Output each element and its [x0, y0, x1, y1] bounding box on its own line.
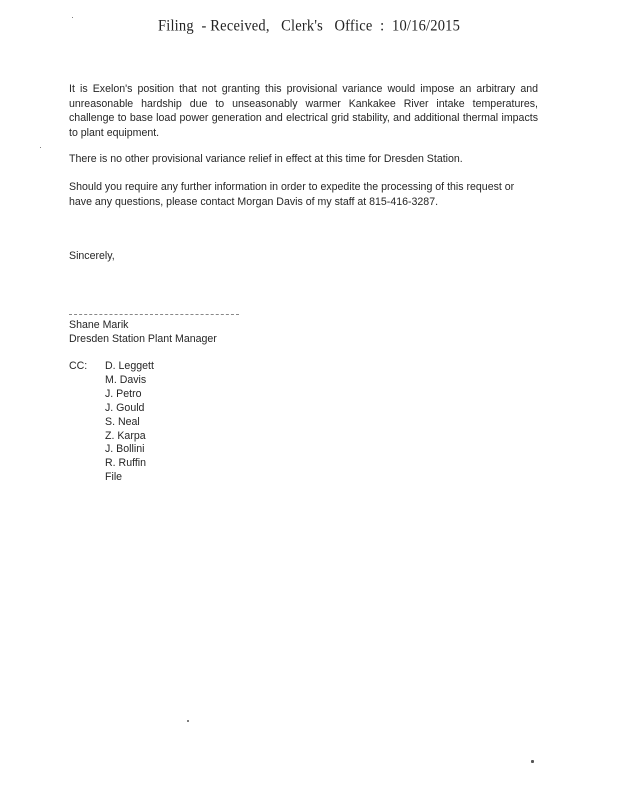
paragraph-contact: Should you require any further information in order to expedite the processing of this request or have any questions, please contact Morgan Davis of my staff at 815-416-3287. — [69, 181, 515, 208]
cc-recipient: Z. Karpa — [105, 429, 146, 442]
signature-line — [69, 314, 239, 316]
scan-speck — [40, 147, 41, 148]
cc-label: CC: — [69, 360, 88, 372]
cc-recipient: R. Ruffin — [105, 457, 147, 470]
signer-title: Dresden Station Plant Manager — [69, 333, 217, 346]
closing-salutation: Sincerely, — [69, 250, 115, 262]
signature-block — [69, 318, 538, 346]
cc-recipient: J. Petro — [105, 387, 142, 400]
cc-recipient: J. Bollini — [105, 443, 145, 456]
scan-speck — [72, 17, 73, 18]
scan-speck — [187, 720, 189, 722]
cc-recipient: S. Neal — [105, 415, 140, 428]
cc-recipient: D. Leggett — [105, 360, 154, 372]
paragraph-no-other-relief: There is no other provisional variance relief in effect at this time for Dresden Station. — [69, 153, 463, 165]
cc-recipient: File — [105, 471, 123, 484]
scan-speck — [531, 760, 534, 763]
filing-stamp-header: Filing - Received, Clerk's Office : 10/16/2015 — [157, 16, 461, 35]
signer-name: Shane Marik — [69, 319, 129, 331]
cc-recipient: M. Davis — [105, 373, 147, 386]
cc-recipient-list — [105, 360, 154, 485]
cc-recipient: J. Gould — [105, 401, 145, 414]
paragraph-hardship: It is Exelon's position that not granting this provisional variance would impose an arbitrary and unreasonable hardship due to unseasonably warmer Kankakee River intake temperatures, challenge to base load power generation and electrical grid stability, and additional thermal impacts to plant equipment. — [69, 83, 538, 139]
